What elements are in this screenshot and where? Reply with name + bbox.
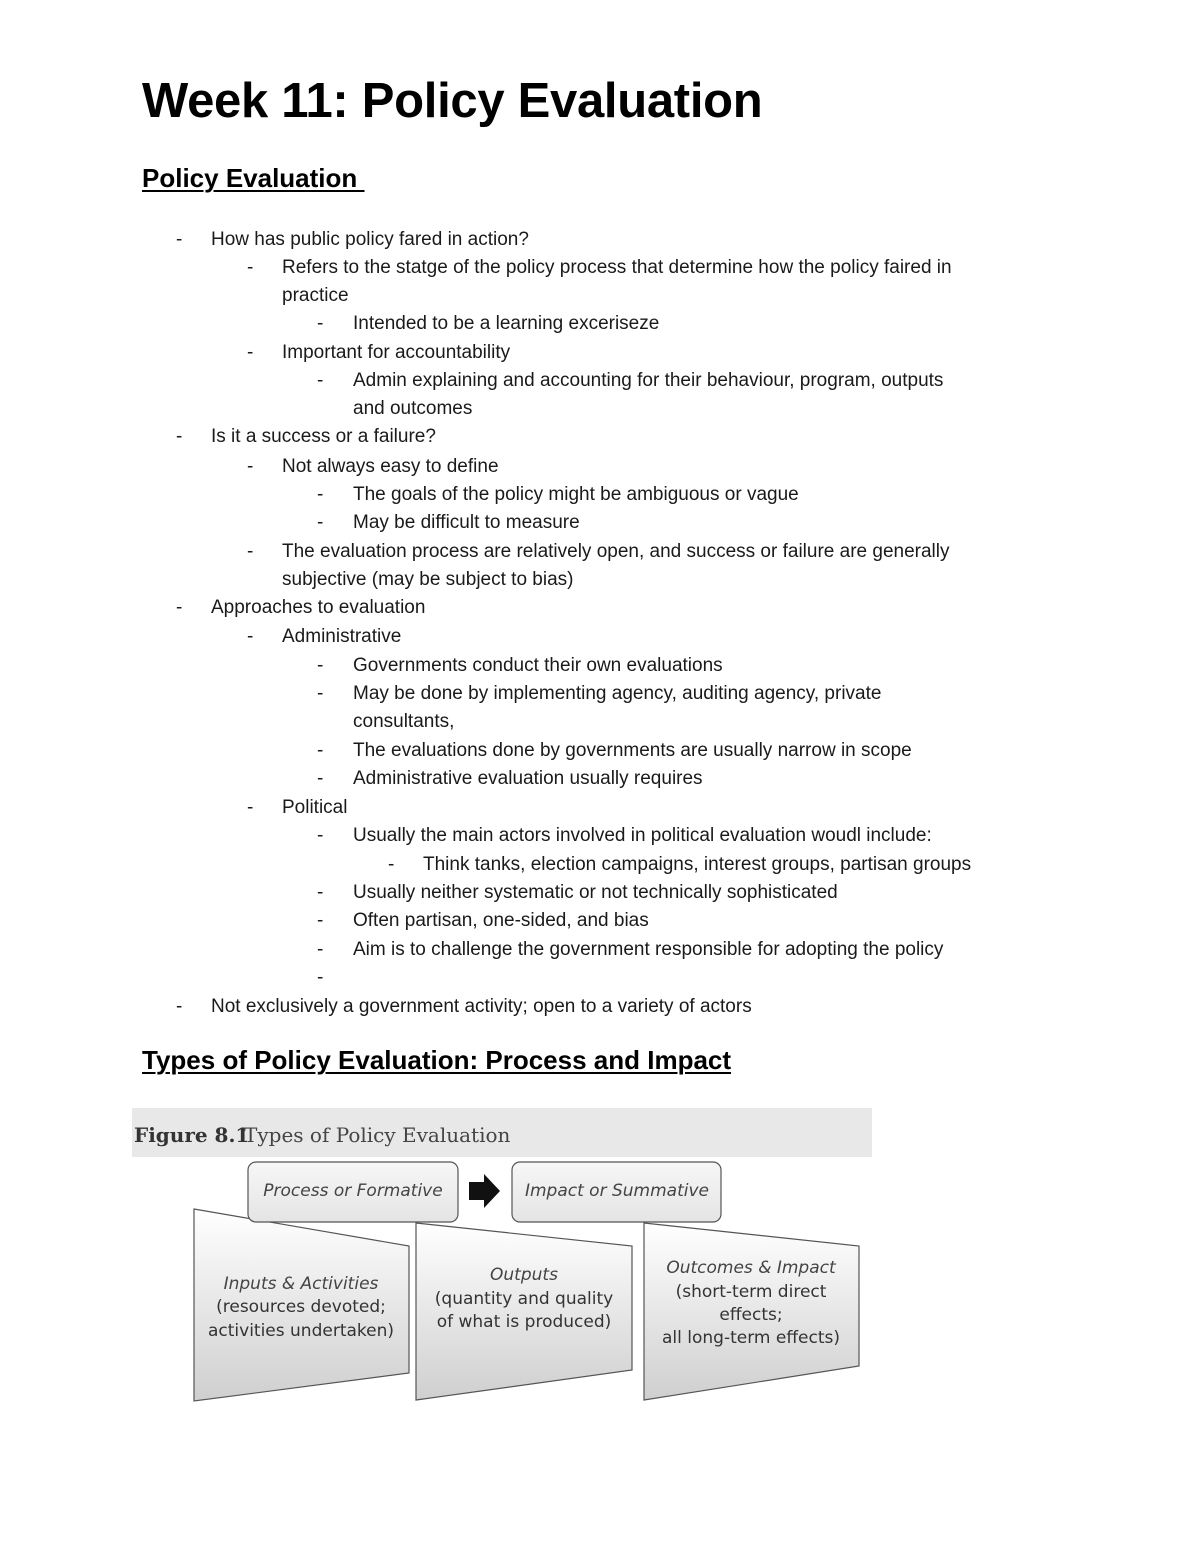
list-item: How has public policy fared in action? [211, 229, 529, 250]
panel3-line: all long-term effects) [661, 1328, 841, 1348]
list-item-continuation: consultants, [353, 711, 455, 732]
bullet-dash: - [317, 740, 324, 761]
panel1-line: activities undertaken) [207, 1321, 395, 1341]
bullet-dash: - [317, 484, 324, 505]
box-process-label: Process or Formative [263, 1181, 443, 1201]
bullet-dash: - [317, 768, 324, 789]
list-item: The evaluation process are relatively open, and success or failure are generally [282, 541, 950, 562]
list-item: Political [282, 797, 348, 818]
section-heading-types-of-evaluation: Types of Policy Evaluation: Process and Impact [142, 1045, 732, 1075]
bullet-dash: - [247, 456, 254, 477]
panel2-title: Outputs [490, 1265, 558, 1285]
list-item: Governments conduct their own evaluations [353, 655, 723, 676]
bullet-dash: - [176, 229, 183, 250]
figure-label: Figure 8.1 [134, 1123, 250, 1147]
bullet-dash: - [176, 426, 183, 447]
bullet-dash: - [247, 257, 254, 278]
bullet-dash: - [317, 882, 324, 903]
panel3-line: effects; [719, 1305, 783, 1325]
list-item: Intended to be a learning exceriseze [353, 313, 660, 334]
bullet-dash: - [317, 939, 324, 960]
box-impact-label: Impact or Summative [524, 1181, 710, 1201]
list-item: May be difficult to measure [353, 512, 580, 533]
list-item: The goals of the policy might be ambiguous or vague [353, 484, 799, 505]
figure-caption: Types of Policy Evaluation [244, 1123, 511, 1147]
bullet-dash: - [247, 541, 254, 562]
bullet-dash: - [247, 342, 254, 363]
figure-types-of-policy-evaluation [132, 1108, 872, 1408]
bullet-dash: - [317, 655, 324, 676]
section-heading-policy-evaluation: Policy Evaluation [142, 163, 365, 193]
list-item-continuation: and outcomes [353, 398, 473, 419]
panel1-title: Inputs & Activities [223, 1274, 379, 1294]
list-item: Admin explaining and accounting for their behaviour, program, outputs [353, 370, 944, 391]
list-item: Often partisan, one-sided, and bias [353, 910, 649, 931]
panel2-line: (quantity and quality [434, 1289, 614, 1309]
bullet-dash: - [247, 797, 254, 818]
list-item: Not exclusively a government activity; open to a variety of actors [211, 996, 752, 1017]
list-item: Refers to the statge of the policy process that determine how the policy faired in [282, 257, 952, 278]
list-item: Administrative evaluation usually requires [353, 768, 703, 789]
bullet-dash: - [176, 996, 183, 1017]
panel2-line: of what is produced) [436, 1312, 612, 1332]
bullet-dash: - [388, 854, 395, 875]
list-item: Important for accountability [282, 342, 511, 363]
list-item-continuation: subjective (may be subject to bias) [282, 569, 574, 590]
page-title: Week 11: Policy Evaluation [142, 74, 763, 128]
list-item-continuation: practice [282, 285, 349, 306]
panel1-line: (resources devoted; [216, 1297, 386, 1317]
list-item: Not always easy to define [282, 456, 499, 477]
bullet-dash: - [317, 313, 324, 334]
list-item: Administrative [282, 626, 402, 647]
list-item: Aim is to challenge the government responsible for adopting the policy [353, 939, 944, 960]
panel3-line: (short-term direct [675, 1282, 827, 1302]
list-item: Is it a success or a failure? [211, 426, 436, 447]
bullet-dash: - [317, 967, 324, 988]
list-item: May be done by implementing agency, auditing agency, private [353, 683, 882, 704]
bullet-dash: - [317, 825, 324, 846]
list-item: Think tanks, election campaigns, interest groups, partisan groups [423, 854, 972, 875]
list-item: Usually the main actors involved in political evaluation woudl include: [353, 825, 932, 846]
arrow-right-icon [469, 1174, 500, 1208]
bullet-dash: - [317, 512, 324, 533]
list-item: Usually neither systematic or not technically sophisticated [353, 882, 838, 903]
list-item: Approaches to evaluation [211, 597, 426, 618]
bullet-dash: - [247, 626, 254, 647]
bullet-dash: - [317, 370, 324, 391]
bullet-dash: - [317, 683, 324, 704]
bullet-dash: - [176, 597, 183, 618]
list-item: The evaluations done by governments are usually narrow in scope [353, 740, 912, 761]
bullet-dash: - [317, 910, 324, 931]
panel3-title: Outcomes & Impact [666, 1258, 836, 1278]
